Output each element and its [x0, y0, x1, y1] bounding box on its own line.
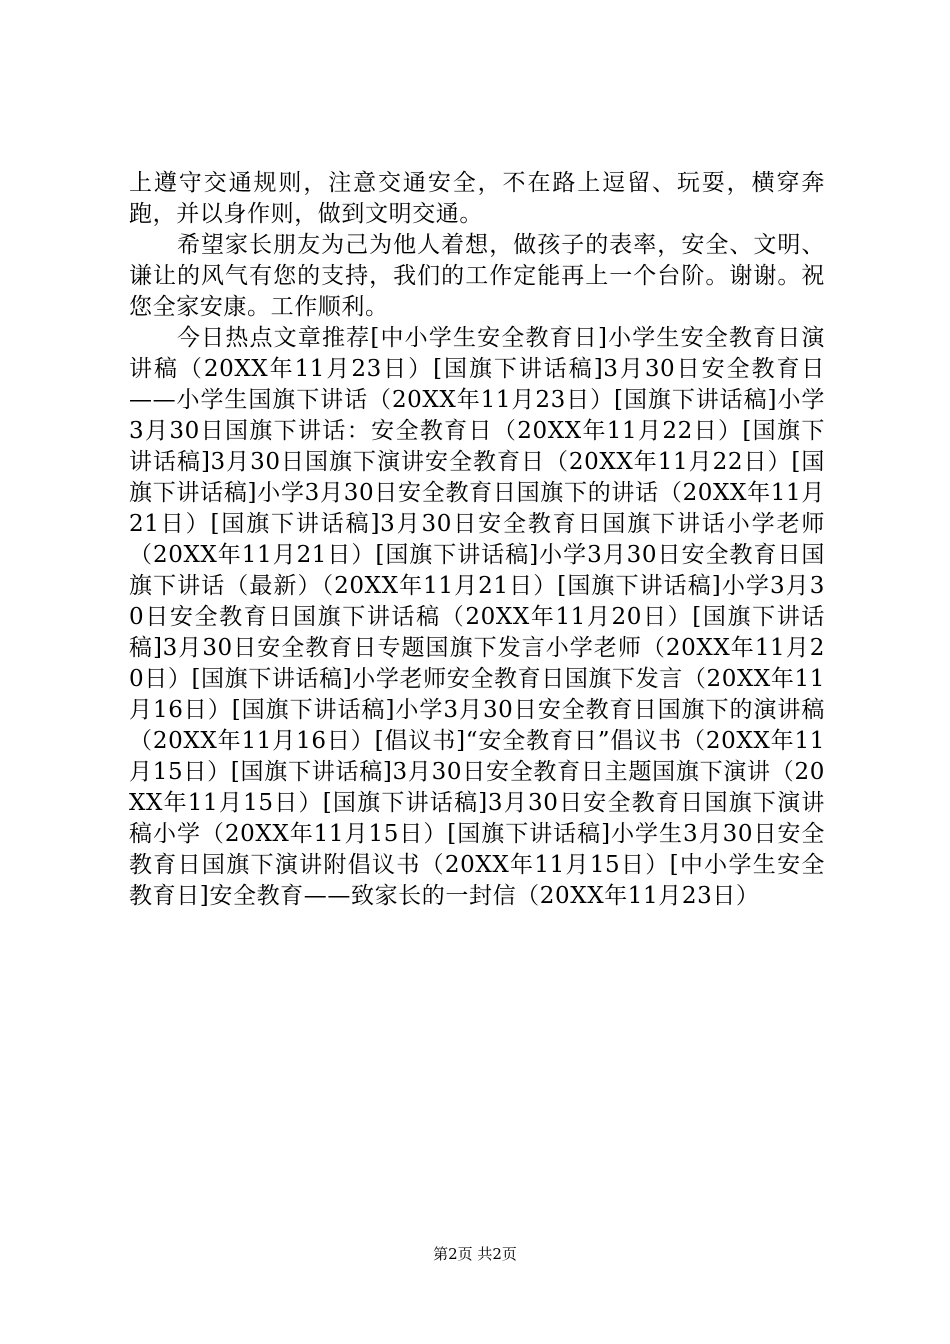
- page-footer: 第2页 共2页: [433, 1245, 517, 1263]
- paragraph-recommended-articles: 今日热点文章推荐[中小学生安全教育日]小学生安全教育日演讲稿（20XX年11月23日）[国旗下讲话稿]3月30日安全教育日——小学生国旗下讲话（20XX年11月23日）[国旗下讲话稿]小学3月30日国旗下讲话：安全教育日（20XX年11月22日）[国旗下讲话稿]3月30日国旗下演讲安全教育日（20XX年11月22日）[国旗下讲话稿]小学3月30日安全教育日国旗下的讲话（20XX年11月21日）[国旗下讲话稿]3月30日安全教育日国旗下讲话小学老师（20XX年11月21日）[国旗下讲话稿]小学3月30日安全教育日国旗下讲话（最新）（20XX年11月21日）[国旗下讲话稿]小学3月30日安全教育日国旗下讲话稿（20XX年11月20日）[国旗下讲话稿]3月30日安全教育日专题国旗下发言小学老师（20XX年11月20日）[国旗下讲话稿]小学老师安全教育日国旗下发言（20XX年11月16日）[国旗下讲话稿]小学3月30日安全教育日国旗下的演讲稿（20XX年11月16日）[倡议书]“安全教育日”倡议书（20XX年11月15日）[国旗下讲话稿]3月30日安全教育日主题国旗下演讲（20XX年11月15日）[国旗下讲话稿]3月30日安全教育日国旗下演讲稿小学（20XX年11月15日）[国旗下讲话稿]小学生3月30日安全教育日国旗下演讲附倡议书（20XX年11月15日）[中小学生安全教育日]安全教育——致家长的一封信（20XX年11月23日）: [129, 325, 825, 909]
- paragraph-continuation: 上遵守交通规则，注意交通安全，不在路上逗留、玩耍，横穿奔跑，并以身作则，做到文明交通。: [129, 170, 825, 227]
- paragraph-parents-appeal: 希望家长朋友为己为他人着想，做孩子的表率，安全、文明、谦让的风气有您的支持，我们的工作定能再上一个台阶。谢谢。祝您全家安康。工作顺利。: [129, 232, 825, 320]
- document-body: [129, 168, 825, 912]
